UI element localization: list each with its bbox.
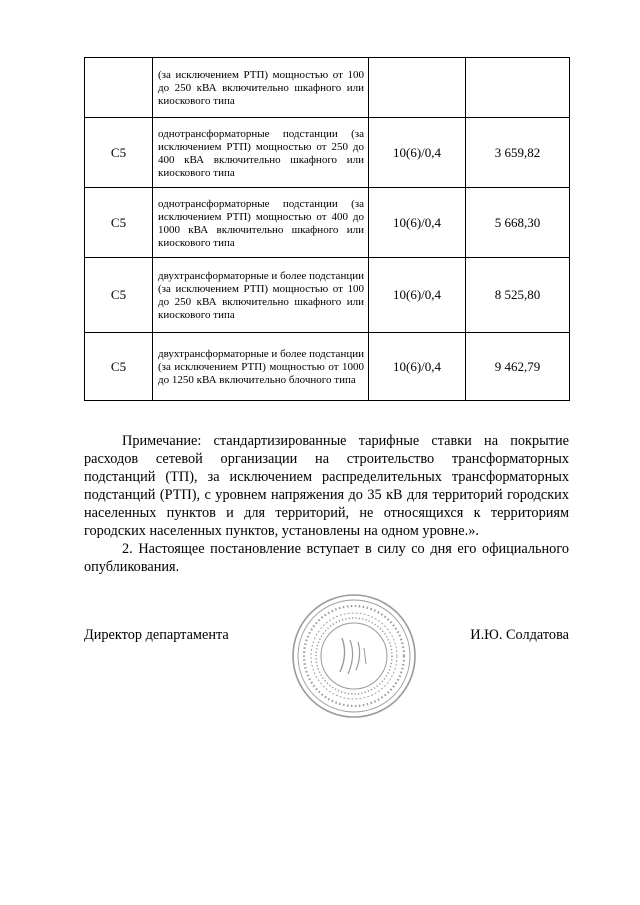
row-voltage: 10(6)/0,4: [369, 188, 466, 258]
note-paragraph: Примечание: стандартизированные тарифные ставки на покрытие расходов сетевой организации на строительство трансформаторных подстанций (ТП), за исключением распределительных трансформаторных подстанций (РТП), с уровнем напряжения до 35 кВ для территорий городских населенных пунктов и для территорий, не относящихся к территориям городских населенных пунктов, установлены на одном уровне.».: [84, 433, 569, 539]
note-block: [84, 432, 569, 576]
row-description: (за исключением РТП) мощностью от 100 до 250 кВА включительно шкафного или киоскового типа: [153, 58, 369, 118]
row-voltage: [369, 58, 466, 118]
row-description: однотрансформаторные подстанции (за исключением РТП) мощностью от 400 до 1000 кВА включительно шкафного или киоскового типа: [153, 188, 369, 258]
signature-name: И.Ю. Солдатова: [470, 627, 569, 643]
table-row: [85, 258, 570, 333]
row-description: двухтрансформаторные и более подстанции (за исключением РТП) мощностью от 1000 до 1250 кВА включительно блочного типа: [153, 333, 369, 401]
effective-clause: 2. Настоящее постановление вступает в силу со дня его официального опубликования.: [84, 541, 569, 575]
row-description: двухтрансформаторные и более подстанции (за исключением РТП) мощностью от 100 до 250 кВА включительно шкафного или киоскового типа: [153, 258, 369, 333]
row-code: [85, 58, 153, 118]
row-price: 9 462,79: [466, 333, 570, 401]
row-price: 3 659,82: [466, 118, 570, 188]
row-voltage: 10(6)/0,4: [369, 118, 466, 188]
row-price: 8 525,80: [466, 258, 570, 333]
round-seal-icon: [290, 592, 418, 720]
row-description: однотрансформаторные подстанции (за исключением РТП) мощностью от 250 до 400 кВА включительно шкафного или киоскового типа: [153, 118, 369, 188]
row-voltage: 10(6)/0,4: [369, 333, 466, 401]
row-code: С5: [85, 333, 153, 401]
row-voltage: 10(6)/0,4: [369, 258, 466, 333]
table-row: [85, 188, 570, 258]
table-row: [85, 333, 570, 401]
table-row: [85, 58, 570, 118]
row-price: [466, 58, 570, 118]
table-row: [85, 118, 570, 188]
row-code: С5: [85, 258, 153, 333]
signature-role: Директор департамента: [84, 627, 229, 643]
row-code: С5: [85, 188, 153, 258]
row-price: 5 668,30: [466, 188, 570, 258]
tariff-table: [84, 57, 570, 401]
row-code: С5: [85, 118, 153, 188]
